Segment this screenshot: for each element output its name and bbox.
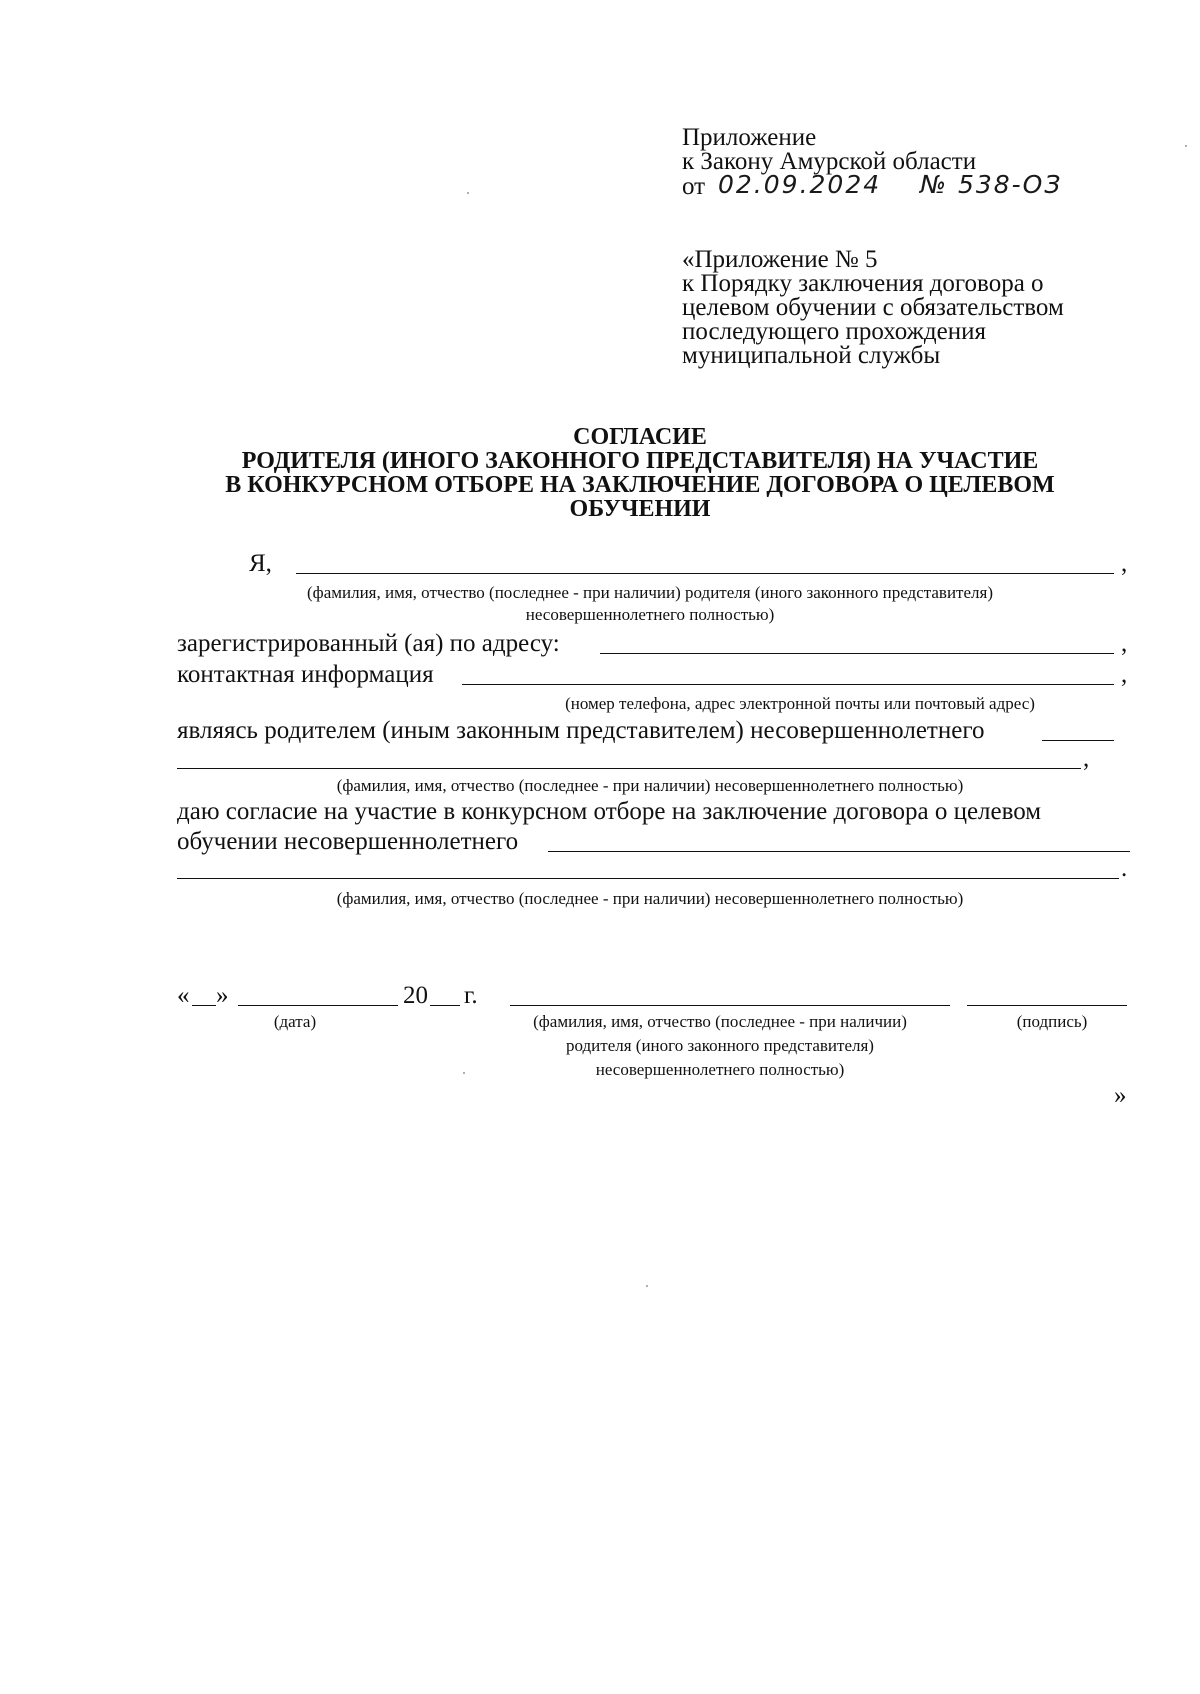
signer-name-field[interactable] bbox=[510, 1005, 950, 1006]
year-prefix: 20 bbox=[403, 982, 428, 1009]
month-field[interactable] bbox=[238, 1005, 398, 1006]
scan-speck bbox=[646, 1285, 648, 1287]
address-field[interactable] bbox=[600, 653, 1114, 654]
consent-line-1: даю согласие на участие в конкурсном отборе на заключение договора о целевом bbox=[177, 798, 1042, 825]
minor-name-field-start[interactable] bbox=[1042, 740, 1114, 741]
consent-line-2: обучении несовершеннолетнего bbox=[177, 828, 519, 855]
signer-name-caption-3: несовершеннолетнего полностью) bbox=[595, 1060, 845, 1079]
attachment-label: Приложение bbox=[682, 124, 817, 151]
sub-header-line-2: к Порядку заключения договора о bbox=[682, 270, 1044, 297]
minor-name-field-2[interactable] bbox=[177, 878, 1119, 879]
parent-name-field[interactable] bbox=[296, 573, 1114, 574]
contact-caption: (номер телефона, адрес электронной почты или почтовый адрес) bbox=[565, 694, 1035, 713]
date-quote-open: « bbox=[177, 982, 190, 1009]
signature-caption: (подпись) bbox=[1016, 1012, 1088, 1031]
comma: , bbox=[1083, 745, 1090, 772]
sub-header-line-5: муниципальной службы bbox=[682, 342, 941, 369]
comma: , bbox=[1121, 630, 1128, 657]
document-title-line-2: РОДИТЕЛЯ (ИНОГО ЗАКОННОГО ПРЕДСТАВИТЕЛЯ) НА УЧАСТИЕ bbox=[241, 448, 1039, 474]
scan-speck bbox=[467, 192, 469, 194]
contact-label: контактная информация bbox=[177, 661, 434, 688]
sub-header-line-1: «Приложение № 5 bbox=[682, 246, 878, 273]
date-prefix: от bbox=[682, 173, 706, 200]
minor-name-caption: (фамилия, имя, отчество (последнее - при наличии) несовершеннолетнего полностью) bbox=[336, 776, 964, 795]
document-title-line-1: СОГЛАСИЕ bbox=[573, 424, 707, 450]
sub-header-line-4: последующего прохождения bbox=[682, 318, 986, 345]
minor-name-field-2-start[interactable] bbox=[548, 851, 1130, 852]
comma: , bbox=[1121, 550, 1128, 577]
year-suffix: г. bbox=[464, 982, 478, 1009]
signature-field[interactable] bbox=[967, 1005, 1127, 1006]
minor-name-caption-2: (фамилия, имя, отчество (последнее - при наличии) несовершеннолетнего полностью) bbox=[336, 889, 964, 908]
i-label: Я, bbox=[249, 550, 272, 577]
scan-speck bbox=[463, 1072, 465, 1074]
document-title-line-3: В КОНКУРСНОМ ОТБОРЕ НА ЗАКЛЮЧЕНИЕ ДОГОВОРА О ЦЕЛЕВОМ bbox=[225, 472, 1055, 498]
contact-field[interactable] bbox=[462, 684, 1114, 685]
being-parent-label: являясь родителем (иным законным представителем) несовершеннолетнего bbox=[177, 717, 985, 744]
date-quote-close: » bbox=[216, 982, 229, 1009]
closing-quote: » bbox=[1114, 1082, 1127, 1109]
scan-speck bbox=[1185, 145, 1187, 147]
comma: , bbox=[1121, 661, 1128, 688]
document-title-line-4: ОБУЧЕНИИ bbox=[569, 496, 711, 522]
handwritten-date: 02.09.2024 bbox=[718, 170, 882, 199]
period: . bbox=[1121, 855, 1128, 882]
parent-name-caption-2: несовершеннолетнего полностью) bbox=[525, 605, 775, 624]
day-field[interactable] bbox=[192, 1005, 216, 1006]
signer-name-caption-2: родителя (иного законного представителя) bbox=[566, 1036, 874, 1055]
handwritten-number: № 538-ОЗ bbox=[920, 170, 1063, 199]
parent-name-caption-1: (фамилия, имя, отчество (последнее - при наличии) родителя (иного законного представителя) bbox=[307, 583, 993, 602]
sub-header-line-3: целевом обучении с обязательством bbox=[682, 294, 1064, 321]
minor-name-field[interactable] bbox=[177, 768, 1081, 769]
signer-name-caption-1: (фамилия, имя, отчество (последнее - при наличии) bbox=[533, 1012, 907, 1031]
law-reference: к Закону Амурской области bbox=[682, 148, 977, 175]
registered-label: зарегистрированный (ая) по адресу: bbox=[177, 630, 560, 657]
year-field[interactable] bbox=[430, 1005, 460, 1006]
date-caption: (дата) bbox=[273, 1012, 317, 1031]
